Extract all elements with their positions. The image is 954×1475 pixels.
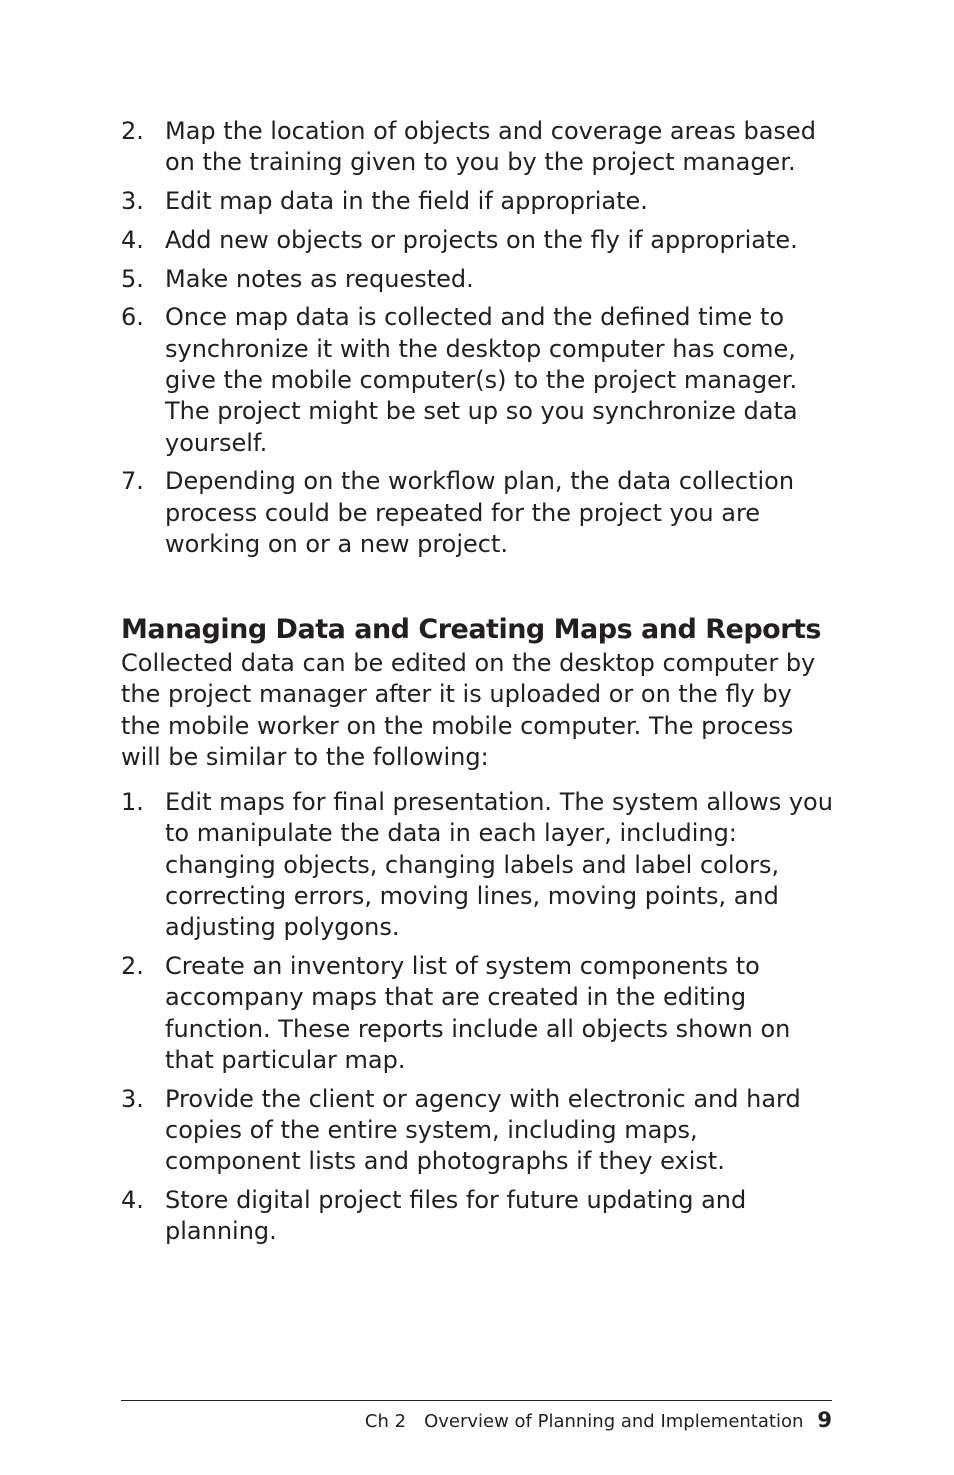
list-item-text: Depending on the workflow plan, the data collection process could be repeated for the project you are working on or a new project.	[165, 467, 795, 559]
footer-divider	[121, 1400, 832, 1401]
list-item-text: Provide the client or agency with electronic and hard copies of the entire system, including maps, component lists and photographs if they exist.	[165, 1084, 801, 1176]
list-item-number: 3.	[121, 187, 144, 216]
top-numbered-list	[121, 116, 833, 560]
list-item	[121, 302, 833, 458]
section-heading: Managing Data and Creating Maps and Reports	[121, 614, 821, 645]
bottom-numbered-list	[121, 787, 833, 1248]
list-item	[121, 264, 833, 295]
list-item-number: 4.	[121, 225, 144, 254]
page-footer	[365, 1406, 832, 1436]
list-item	[121, 186, 833, 217]
list-item-number: 1.	[121, 788, 144, 816]
list-item-number: 4.	[121, 1186, 144, 1215]
list-item	[121, 787, 833, 943]
list-item-text: Once map data is collected and the defined time to synchronize it with the desktop computer has come, give the mobile computer(s) to the project manager. The project might be set up so you synchronize data yourself.	[165, 303, 798, 457]
list-item-text: Create an inventory list of system components to accompany maps that are created in the editing function. These reports include all objects shown on that particular map.	[165, 951, 791, 1074]
list-item-number: 2.	[121, 951, 144, 980]
list-item-text: Store digital project files for future updating and planning.	[165, 1186, 747, 1246]
page-number: 9	[817, 1408, 832, 1432]
list-item-number: 2.	[121, 117, 144, 145]
footer-chapter-label: Ch 2	[364, 1411, 407, 1432]
list-item-number: 3.	[121, 1084, 144, 1113]
list-item-text: Make notes as requested.	[165, 264, 474, 293]
list-item	[121, 225, 833, 256]
list-item-number: 5.	[121, 264, 144, 293]
list-item	[121, 466, 833, 560]
list-item-number: 7.	[121, 467, 144, 496]
section-body-paragraph: Collected data can be edited on the desktop computer by the project manager after it is uploaded or on the fly by the mobile worker on the mobile computer. The process will be similar to the following:	[121, 649, 816, 771]
list-item	[121, 116, 833, 179]
list-item	[121, 1084, 833, 1178]
list-item-number: 6.	[121, 303, 144, 332]
list-item-text: Edit maps for final presentation. The system allows you to manipulate the data in each layer, including: changing objects, changing labels and label colors, correcting errors, moving lines, moving points, and adjusting polygons.	[165, 788, 833, 942]
list-item	[121, 951, 833, 1076]
list-item	[121, 1185, 833, 1248]
footer-chapter-title: Overview of Planning and Implementation	[424, 1411, 804, 1432]
list-item-text: Add new objects or projects on the fly if appropriate.	[165, 225, 798, 254]
list-item-text: Map the location of objects and coverage areas based on the training given to you by the project manager.	[165, 117, 816, 177]
list-item-text: Edit map data in the field if appropriate.	[165, 187, 648, 216]
